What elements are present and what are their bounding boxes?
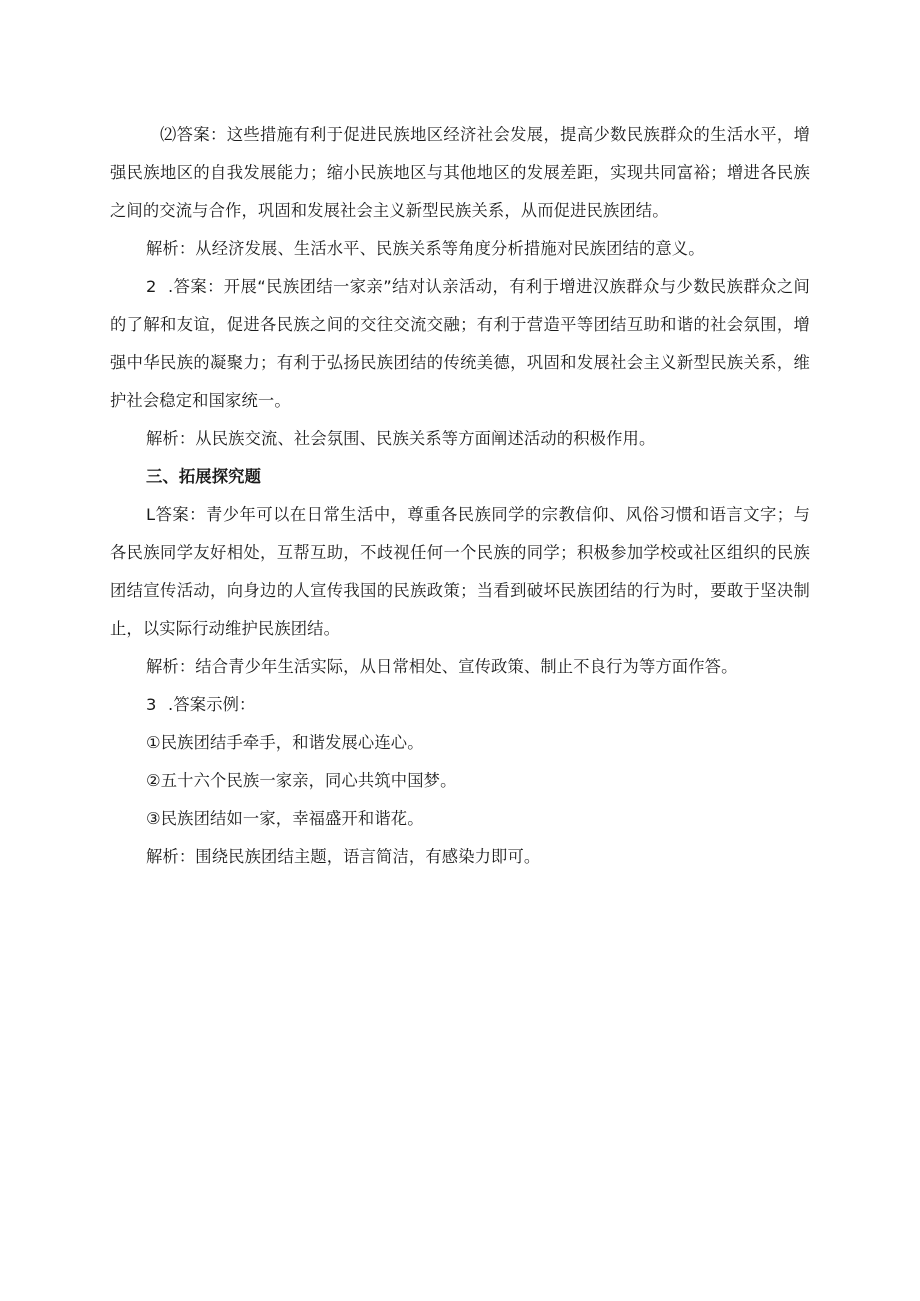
analysis-3-1-text: 解析：结合青少年生活实际，从日常相处、宣传政策、制止不良行为等方面作答。 — [146, 657, 738, 676]
slogan-3 — [110, 800, 810, 838]
answer-3-3 — [110, 686, 810, 724]
analysis-3-3 — [110, 838, 810, 876]
answer-2 — [110, 268, 810, 420]
section-heading-text: 三、拓展探究题 — [146, 467, 262, 486]
answer-3-1-text: L答案：青少年可以在日常生活中，尊重各民族同学的宗教信仰、风俗习惯和语言文字；与各民族同学友好相处，互帮互助，不歧视任何一个民族的同学；积极参加学校或社区组织的民族团结宣传活动，向身边的人宣传我国的民族政策；当看到破坏民族团结的行为时，要敢于坚决制止，以实际行动维护民族团结。 — [110, 505, 810, 638]
analysis-2-2 — [110, 230, 810, 268]
answer-3-3-text: .答案示例： — [168, 695, 256, 714]
answer-2-2 — [110, 116, 810, 230]
analysis-2 — [110, 420, 810, 458]
analysis-2-2-text: 解析：从经济发展、生活水平、民族关系等角度分析措施对民族团结的意义。 — [146, 239, 705, 258]
analysis-2-text: 解析：从民族交流、社会氛围、民族关系等方面阐述活动的积极作用。 — [146, 429, 656, 448]
section-heading — [110, 458, 810, 496]
item-number: 2 — [146, 277, 157, 296]
analysis-3-3-text: 解析：围绕民族团结主题，语言简洁，有感染力即可。 — [146, 847, 541, 866]
slogan-2 — [110, 762, 810, 800]
answer-3-1 — [110, 496, 810, 648]
answer-2-text: .答案：开展“民族团结一家亲”结对认亲活动，有利于增进汉族群众与少数民族群众之间的了解和友谊，促进各民族之间的交往交流交融；有利于营造平等团结互助和谐的社会氛围，增强中华民族的凝聚力；有利于弘扬民族团结的传统美德，巩固和发展社会主义新型民族关系，维护社会稳定和国家统一。 — [110, 277, 810, 410]
slogan-2-text: ②五十六个民族一家亲，同心共筑中国梦。 — [146, 771, 457, 790]
slogan-1-text: ①民族团结手牵手，和谐发展心连心。 — [146, 733, 424, 752]
analysis-3-1 — [110, 648, 810, 686]
item-number: 3 — [146, 695, 157, 714]
slogan-1 — [110, 724, 810, 762]
answer-2-2-text: ⑵答案：这些措施有利于促进民族地区经济社会发展，提高少数民族群众的生活水平，增强民族地区的自我发展能力；缩小民族地区与其他地区的发展差距，实现共同富裕；增进各民族之间的交流与合作，巩固和发展社会主义新型民族关系，从而促进民族团结。 — [110, 125, 810, 220]
document-body — [110, 116, 810, 876]
slogan-3-text: ③民族团结如一家，幸福盛开和谐花。 — [146, 809, 424, 828]
